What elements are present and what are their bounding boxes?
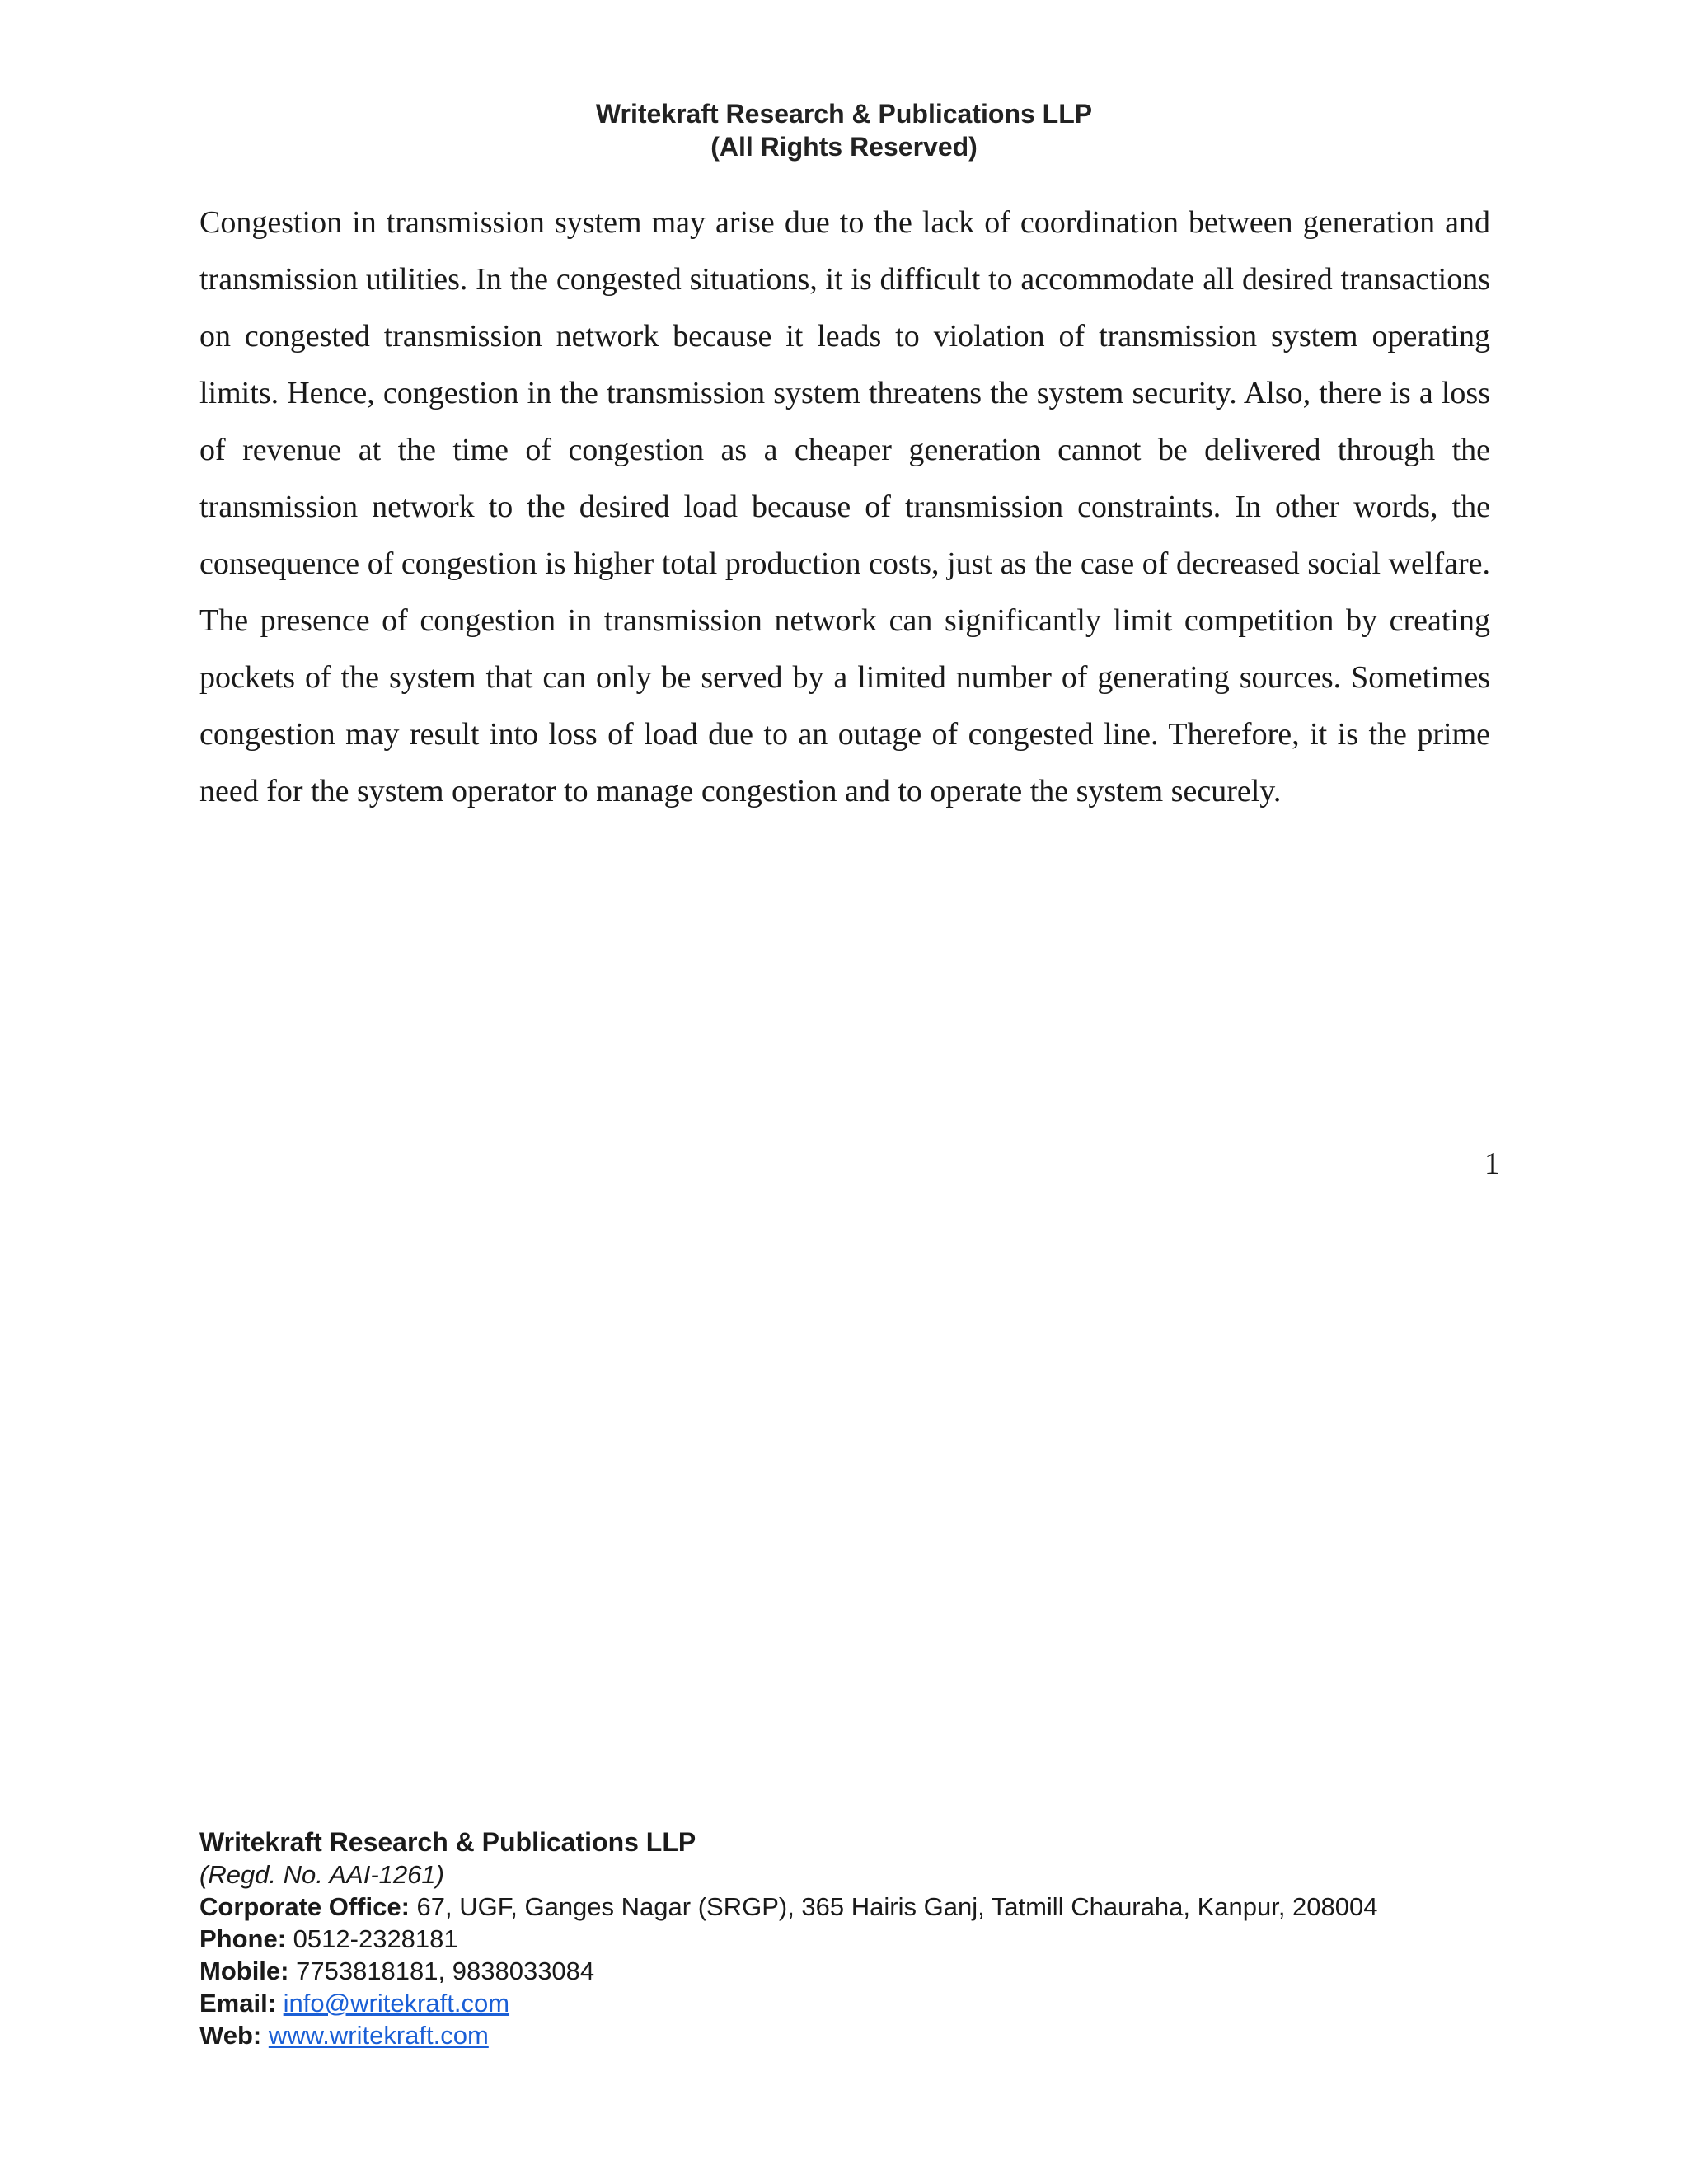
mobile-label: Mobile:: [199, 1957, 289, 1985]
mobile-numbers: 7753818181, 9838033084: [288, 1957, 595, 1985]
footer-mobile: [199, 1955, 1535, 1987]
footer-email: [199, 1987, 1535, 2019]
email-label: Email:: [199, 1989, 277, 2018]
page-header: [0, 97, 1688, 163]
body-paragraph: Congestion in transmission system may arise due to the lack of coordination between generation and transmission utilities. In the congested situations, it is difficult to accommodate all desired transactions on congested transmission network because it leads to violation of transmission system operating limits. Hence, congestion in the transmission system threatens the system security. Also, there is a loss of revenue at the time of congestion as a cheaper generation cannot be delivered through the transmission network to the desired load because of transmission constraints. In other words, the consequence of congestion is higher total production costs, just as the case of decreased social welfare. The presence of congestion in transmission network can significantly limit competition by creating pockets of the system that can only be served by a limited number of generating sources. Sometimes congestion may result into loss of load due to an outage of congested line. Therefore, it is the prime need for the system operator to manage congestion and to operate the system securely.: [199, 205, 1490, 808]
footer-phone: [199, 1923, 1535, 1955]
header-rights-notice: (All Rights Reserved): [710, 132, 978, 162]
corporate-office-label: Corporate Office:: [199, 1892, 410, 1921]
phone-label: Phone:: [199, 1924, 287, 1953]
website-link[interactable]: www.writekraft.com: [268, 2021, 489, 2050]
phone-number: 0512-2328181: [286, 1924, 458, 1953]
web-label: Web:: [199, 2021, 262, 2050]
footer-web: [199, 2019, 1535, 2051]
corporate-office-address: 67, UGF, Ganges Nagar (SRGP), 365 Hairis Ganj, Tatmill Chauraha, Kanpur, 208004: [409, 1892, 1378, 1921]
footer-registration-number: (Regd. No. AAI-1261): [199, 1860, 444, 1889]
header-company-name: Writekraft Research & Publications LLP: [595, 99, 1093, 129]
page-footer: [199, 1826, 1535, 2051]
email-link[interactable]: info@writekraft.com: [283, 1989, 510, 2018]
page-number: 1: [1484, 1146, 1500, 1181]
footer-corporate-office: [199, 1891, 1535, 1923]
footer-company-name: Writekraft Research & Publications LLP: [199, 1827, 696, 1857]
